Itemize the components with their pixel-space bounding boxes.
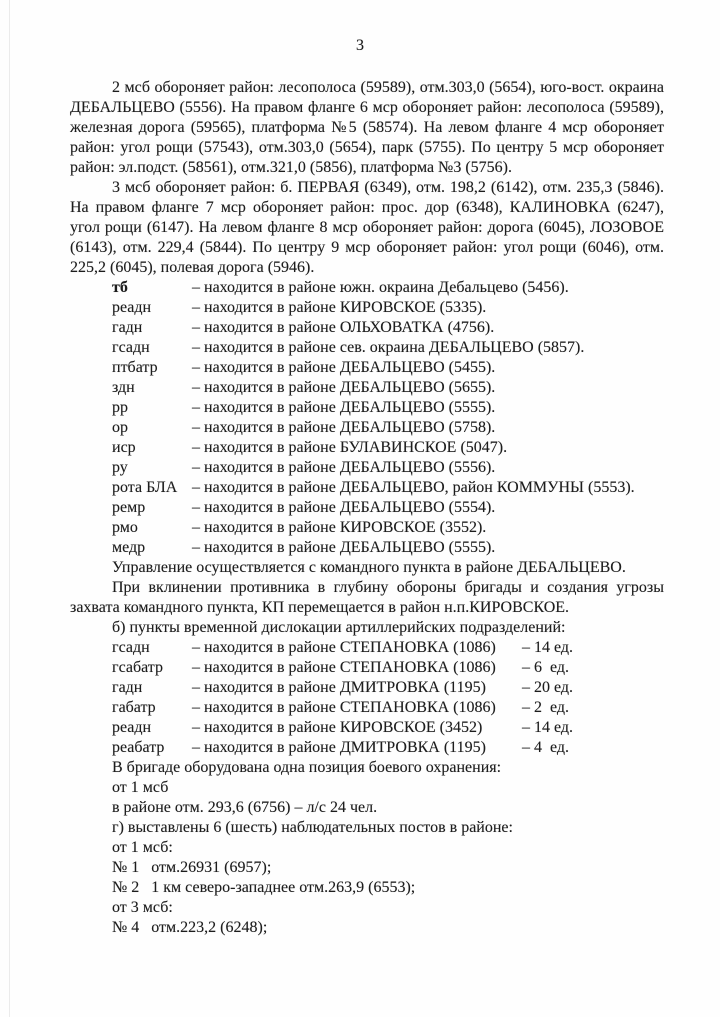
unit-location: – находится в районе ДЕБАЛЬЦЕВО (5455). [192, 359, 496, 376]
unit-location: – находится в районе ОЛЬХОВАТКА (4756). [192, 319, 495, 336]
unit-name: медр [112, 539, 146, 556]
artillery-location-row [70, 678, 664, 698]
unit-location-row [70, 338, 664, 358]
paragraph-2msb-defense: 2 мсб обороняет район: лесополоса (59589), отм.303,0 (5654), юго-вост. окраина ДЕБАЛЬЦЕВО (5556). На правом фланге 6 мср обороняет район: лесополоса (59589), железная дорога (59565), платформа №5 (58574). На левом фланге 4 мср обороняет район: угол рощи (57543), отм.303,0 (5654), парк (5755). По центру 5 мср обороняет район: эл.подст. (58561), отм.321,0 (5856), платформа №3 (5756). [70, 79, 664, 176]
unit-location-list [70, 278, 664, 558]
unit-name: гадн [112, 319, 143, 336]
paragraph-kp-relocation: При вклинении противника в глубину обороны бригады и создания угрозы захвата командного пункта, КП перемещается в район н.п.КИРОВСКОЕ. [70, 579, 664, 616]
unit-location: – находится в районе ДЕБАЛЬЦЕВО (5655). [192, 379, 496, 396]
guard-area-line: в районе отм. 293,6 (6756) – л/с 24 чел. [112, 799, 378, 816]
unit-location: – находится в районе СТЕПАНОВКА (1086) [192, 699, 496, 716]
post-1-line: № 1 отм.26931 (6957); [112, 859, 272, 876]
artillery-location-row [70, 658, 664, 678]
unit-location: – находится в районе КИРОВСКОЕ (3552). [192, 519, 487, 536]
posts-from-3msb-line: от 3 мсб: [112, 899, 173, 916]
guard-from-line: от 1 мсб [112, 779, 169, 796]
unit-location-row [70, 358, 664, 378]
unit-location-row [70, 538, 664, 558]
unit-name: рмо [112, 519, 138, 536]
unit-location: – находится в районе ДЕБАЛЬЦЕВО, район КОММУНЫ (5553). [192, 479, 635, 496]
unit-location: – находится в районе ДМИТРОВКА (1195) [192, 739, 486, 756]
artillery-location-row [70, 718, 664, 738]
section-g-title: г) выставлены 6 (шесть) наблюдательных постов в районе: [112, 819, 513, 836]
unit-location: – находится в районе ДЕБАЛЬЦЕВО (5554). [192, 499, 496, 516]
unit-location: – находится в районе ДЕБАЛЬЦЕВО (5556). [192, 459, 496, 476]
unit-name: гсадн [112, 639, 150, 656]
unit-location-row [70, 518, 664, 538]
unit-location: – находится в районе ДЕБАЛЬЦЕВО (5555). [192, 539, 496, 556]
unit-location: – находится в районе СТЕПАНОВКА (1086) [192, 659, 496, 676]
unit-name: птбатр [112, 359, 158, 376]
unit-count: – 4 ед. [522, 739, 570, 756]
scan-edge-artifact [9, 0, 10, 1017]
unit-name: реадн [112, 719, 152, 736]
artillery-location-row [70, 638, 664, 658]
artillery-location-list [70, 638, 664, 758]
post-2-line: № 2 1 км северо-западнее отм.263,9 (6553); [112, 879, 416, 896]
unit-name: гадн [112, 679, 143, 696]
unit-location-row [70, 398, 664, 418]
unit-location: – находится в районе ДЕБАЛЬЦЕВО (5758). [192, 419, 496, 436]
artillery-location-row [70, 698, 664, 718]
unit-name: реабатр [112, 739, 165, 756]
page-number: 3 [356, 37, 364, 54]
unit-name: ремр [112, 499, 146, 516]
unit-name: рота БЛА [112, 479, 178, 496]
unit-location: – находится в районе БУЛАВИНСКОЕ (5047). [192, 439, 508, 456]
unit-name: реадн [112, 299, 152, 316]
unit-count: – 14 ед. [522, 639, 574, 656]
unit-name: гсадн [112, 339, 150, 356]
unit-location-row [70, 318, 664, 338]
unit-name: ор [112, 419, 128, 436]
unit-location: – находится в районе СТЕПАНОВКА (1086) [192, 639, 496, 656]
unit-location: – находится в районе КИРОВСКОЕ (5335). [192, 299, 487, 316]
unit-name: рр [112, 399, 128, 416]
unit-location-row [70, 278, 664, 298]
unit-name: иср [112, 439, 136, 456]
paragraph-command-post: Управление осуществляется с командного пункта в районе ДЕБАЛЬЦЕВО. [112, 559, 626, 576]
unit-location: – находится в районе ДЕБАЛЬЦЕВО (5555). [192, 399, 496, 416]
post-4-line: № 4 отм.223,2 (6248); [112, 919, 268, 936]
unit-count: – 14 ед. [522, 719, 574, 736]
unit-location: – находится в районе сев. окраина ДЕБАЛЬЦЕВО (5857). [192, 339, 585, 356]
paragraph-3msb-defense: 3 мсб обороняет район: б. ПЕРВАЯ (6349), отм. 198,2 (6142), отм. 235,3 (5846). На правом фланге 7 мср обороняет район: прос. дор (6348), КАЛИНОВКА (6247), угол рощи (6147). На левом фланге 8 мср обороняет район: дорога (6045), ЛОЗОВОЕ (6143), отм. 229,4 (5844). По центру 9 мср обороняет район: угол рощи (6046), отм. 225,2 (6045), полевая дорога (5946). [70, 179, 664, 276]
unit-location-row [70, 478, 664, 498]
unit-location-row [70, 458, 664, 478]
unit-name: здн [112, 379, 135, 396]
unit-location: – находится в районе ДМИТРОВКА (1195) [192, 679, 486, 696]
unit-name: гсабатр [112, 659, 163, 676]
unit-location-row [70, 498, 664, 518]
unit-location: – находится в районе КИРОВСКОЕ (3452) [192, 719, 483, 736]
posts-from-1msb-line: от 1 мсб: [112, 839, 173, 856]
unit-count: – 2 ед. [522, 699, 570, 716]
unit-location-row [70, 418, 664, 438]
unit-location: – находится в районе южн. окраина Дебальцево (5456). [192, 279, 569, 296]
artillery-location-row [70, 738, 664, 758]
unit-location-row [70, 378, 664, 398]
unit-name: габатр [112, 699, 156, 716]
unit-count: – 20 ед. [522, 679, 574, 696]
unit-location-row [70, 298, 664, 318]
guard-position-line: В бригаде оборудована одна позиция боевого охранения: [112, 759, 502, 776]
unit-name: тб [112, 279, 128, 296]
unit-count: – 6 ед. [522, 659, 570, 676]
section-b-title: б) пункты временной дислокации артиллерийских подразделений: [112, 619, 566, 636]
unit-location-row [70, 438, 664, 458]
unit-name: ру [112, 459, 128, 476]
